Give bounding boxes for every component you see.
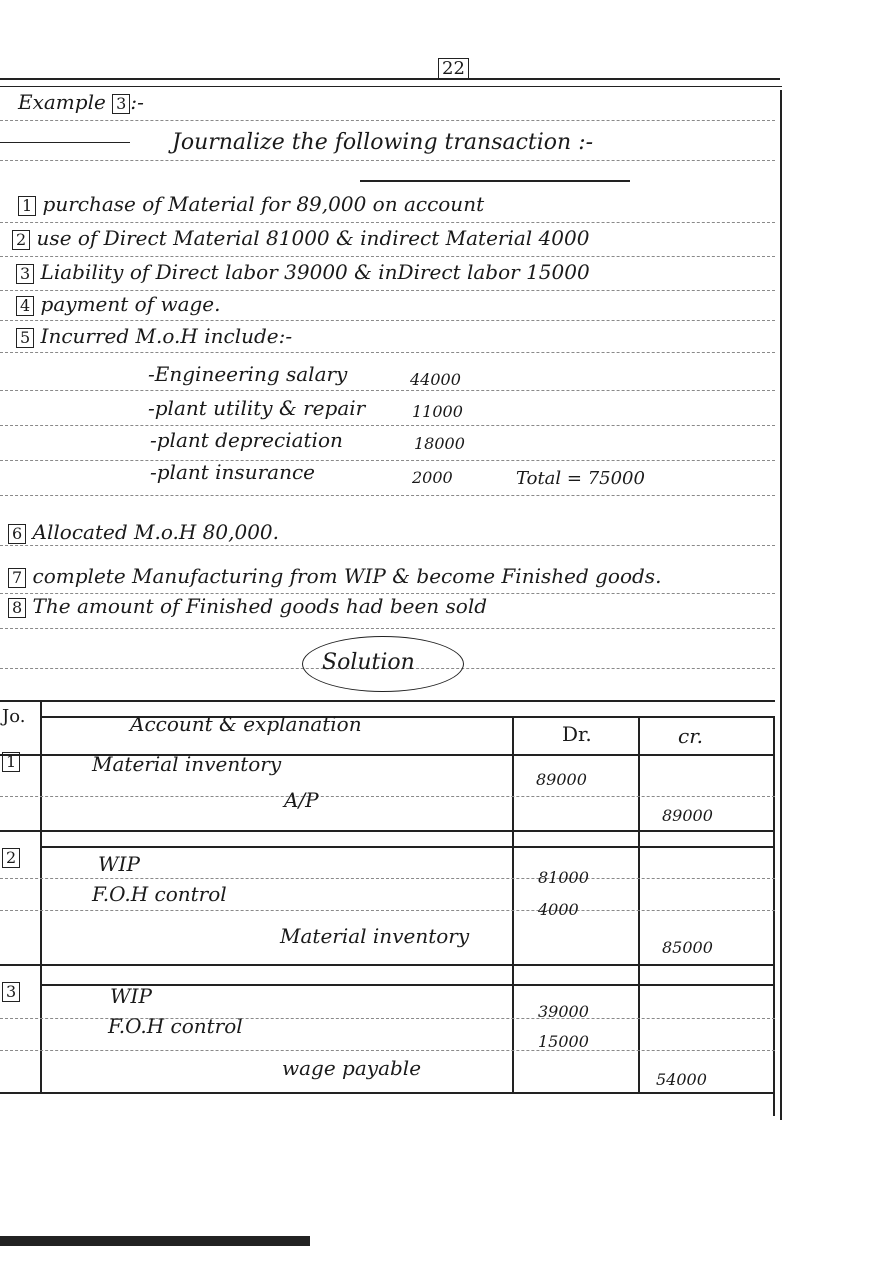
entry-account: WIP <box>110 984 152 1008</box>
moh-item-label: -plant utility & repair <box>148 396 366 420</box>
ruled-line <box>0 256 775 257</box>
table-top-border <box>0 700 775 702</box>
transaction-number: 6 <box>8 524 26 544</box>
col-header-dr: Dr. <box>562 722 592 746</box>
top-rule-2 <box>0 86 782 87</box>
entry-number: 3 <box>2 982 20 1002</box>
ruled-line <box>0 290 775 291</box>
col-header-cr: cr. <box>678 724 703 748</box>
entry-dr-amount: 15000 <box>538 1032 589 1051</box>
ruled-line <box>0 1050 775 1051</box>
moh-item-amount: 11000 <box>412 402 463 421</box>
moh-total: Total = 75000 <box>516 468 645 489</box>
ruled-line <box>0 878 775 879</box>
ruled-line <box>0 628 775 629</box>
ruled-line <box>0 495 775 496</box>
heading-underline <box>360 180 630 182</box>
page-number-box: 22 <box>438 58 469 80</box>
entry-number: 1 <box>2 752 20 772</box>
transaction-item <box>8 594 487 618</box>
transaction-item <box>16 324 292 348</box>
transaction-text: payment of wage. <box>40 292 221 316</box>
entry-account: Material inventory <box>280 924 470 948</box>
entry-separator <box>0 830 775 832</box>
moh-item-amount: 44000 <box>410 370 461 389</box>
transaction-number: 8 <box>8 598 26 618</box>
transaction-item <box>16 292 221 316</box>
entry-dr-amount: 39000 <box>538 1002 589 1021</box>
page-heading: Journalize the following transaction :- <box>172 130 594 155</box>
transaction-text: Incurred M.o.H include:- <box>40 324 293 348</box>
ruled-line <box>0 425 775 426</box>
transaction-number: 1 <box>18 196 36 216</box>
transaction-item <box>8 564 661 588</box>
entry-number: 2 <box>2 848 20 868</box>
entry-cr-amount: 54000 <box>656 1070 707 1089</box>
moh-item-amount: 2000 <box>412 468 453 487</box>
transaction-item <box>8 520 279 544</box>
entry-dr-amount: 89000 <box>536 770 587 789</box>
transaction-number: 4 <box>16 296 34 316</box>
entry-separator <box>0 964 775 966</box>
entry-account: Material inventory <box>92 752 282 776</box>
transaction-number: 7 <box>8 568 26 588</box>
ruled-line <box>0 160 775 161</box>
col-header-no: Jo. <box>2 706 26 727</box>
ruled-line <box>0 390 775 391</box>
transaction-text: complete Manufacturing from WIP & become Finished goods. <box>32 564 662 588</box>
ruled-line <box>0 352 775 353</box>
transaction-number: 5 <box>16 328 34 348</box>
moh-item-label: -plant insurance <box>150 460 315 484</box>
table-col-divider <box>40 700 42 1092</box>
table-bottom-border <box>0 1092 775 1094</box>
ruled-line <box>0 796 775 797</box>
col-header-account: Account & explanation <box>130 712 362 736</box>
ruled-line <box>0 460 775 461</box>
entry-account: A/P <box>284 788 319 812</box>
right-margin-line <box>780 90 782 1120</box>
entry-separator <box>40 846 775 848</box>
entry-account: F.O.H control <box>108 1014 243 1038</box>
transaction-number: 2 <box>12 230 30 250</box>
transaction-item <box>16 260 590 284</box>
transaction-item <box>18 192 484 216</box>
moh-item-label: -Engineering salary <box>148 362 348 386</box>
entry-cr-amount: 89000 <box>662 806 713 825</box>
page-number <box>438 58 469 80</box>
table-col-divider <box>638 716 640 1092</box>
entry-account: F.O.H control <box>92 882 227 906</box>
transaction-number: 3 <box>16 264 34 284</box>
transaction-text: The amount of Finished goods had been sold <box>32 594 488 618</box>
entry-account: wage payable <box>282 1056 422 1080</box>
solution-label: Solution <box>322 650 415 675</box>
ruled-line <box>0 545 775 546</box>
entry-dr-amount: 81000 <box>538 868 589 887</box>
transaction-text: use of Direct Material 81000 & indirect Material 4000 <box>36 226 590 250</box>
moh-item-amount: 18000 <box>414 434 465 453</box>
example-label: Example <box>18 90 106 114</box>
example-number: 3 <box>112 94 130 114</box>
scan-edge-bar <box>0 1236 310 1246</box>
transaction-item <box>12 226 589 250</box>
transaction-text: purchase of Material for 89,000 on account <box>42 192 485 216</box>
ruled-line <box>0 222 775 223</box>
transaction-text: Allocated M.o.H 80,000. <box>32 520 280 544</box>
table-col-divider <box>773 716 775 1116</box>
ruled-line <box>0 120 775 121</box>
entry-cr-amount: 85000 <box>662 938 713 957</box>
moh-item-label: -plant depreciation <box>150 428 343 452</box>
entry-account: WIP <box>98 852 140 876</box>
transaction-text: Liability of Direct labor 39000 & inDirect labor 15000 <box>40 260 590 284</box>
ruled-line <box>0 910 775 911</box>
ruled-line <box>0 320 775 321</box>
heading-rule-left <box>0 142 130 143</box>
table-col-divider <box>512 716 514 1092</box>
example-heading <box>18 90 144 114</box>
top-rule <box>0 78 780 80</box>
entry-dr-amount: 4000 <box>538 900 579 919</box>
example-suffix: :- <box>130 90 144 114</box>
